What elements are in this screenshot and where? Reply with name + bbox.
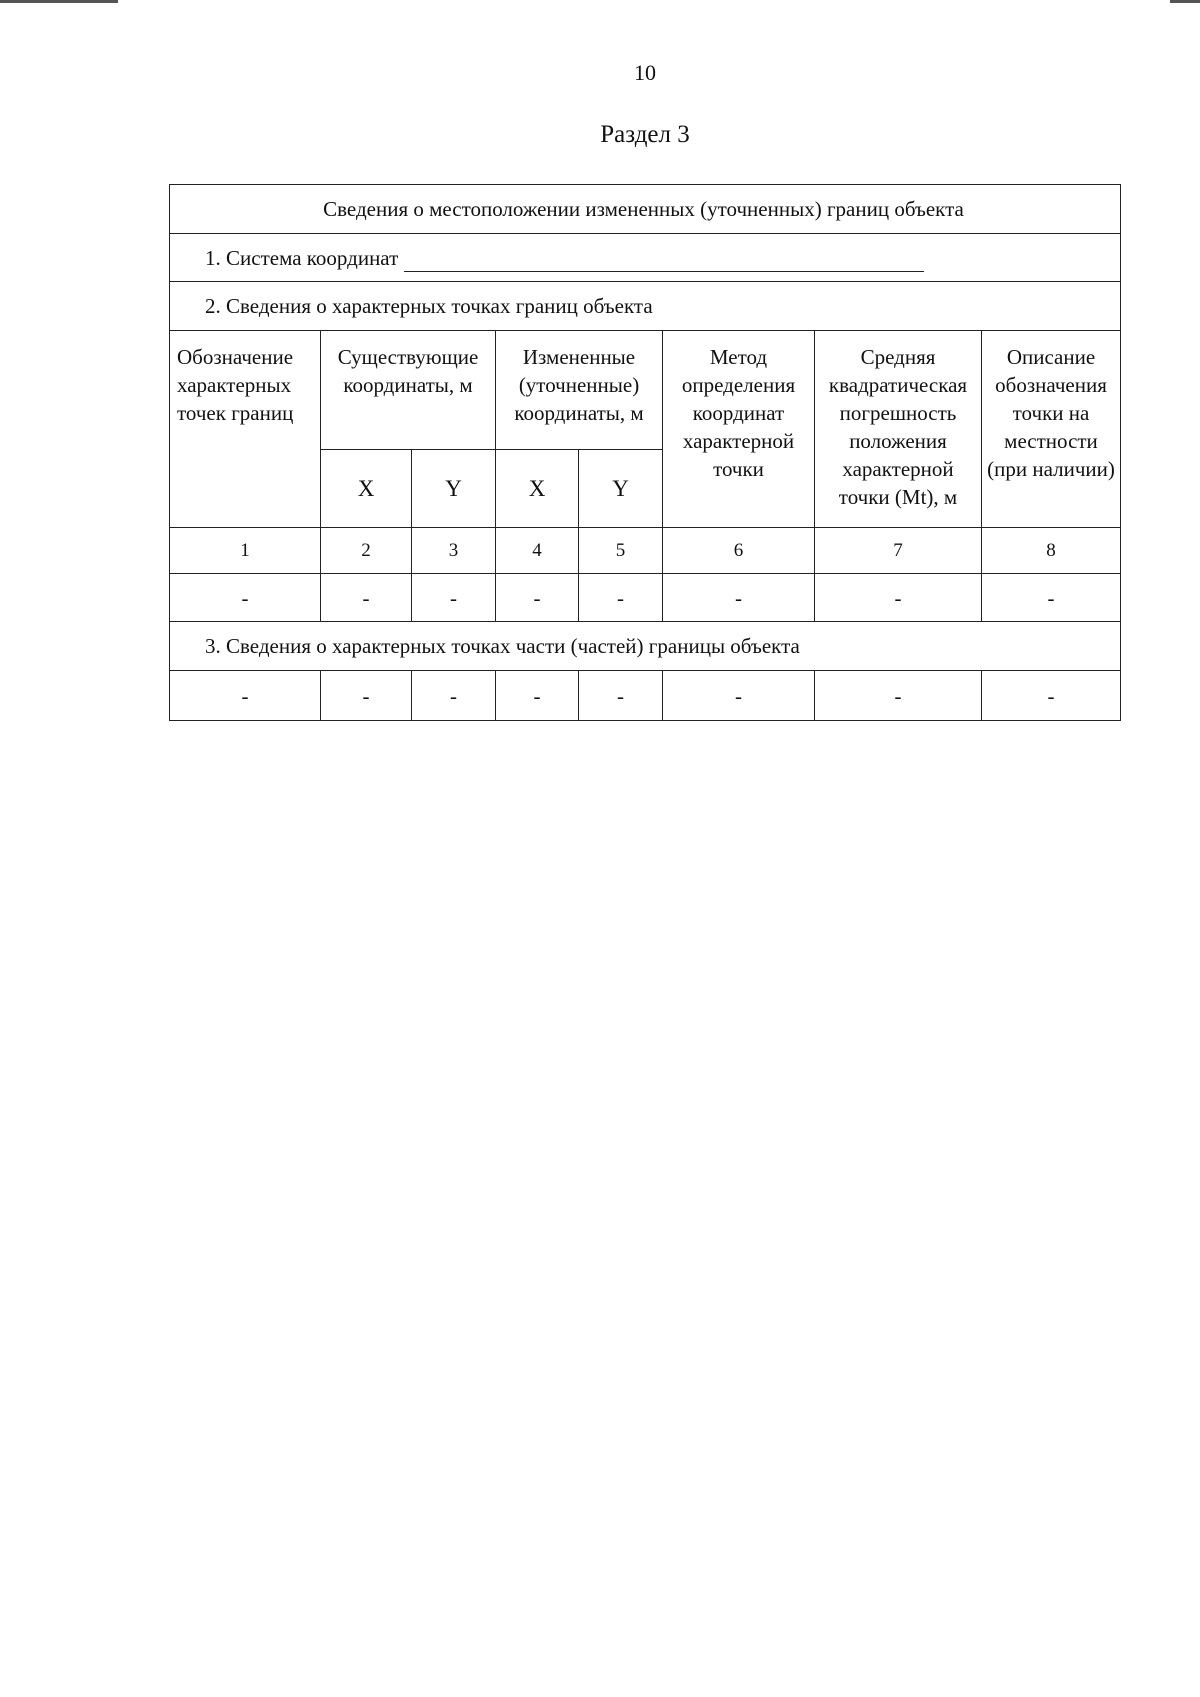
table-cell: - (982, 671, 1121, 721)
table-cell: - (496, 574, 579, 622)
characteristic-points-heading: 2. Сведения о характерных точках границ объекта (170, 282, 1121, 331)
column-number: 8 (982, 528, 1121, 574)
header-description: Описание обозначения точки на местности (при наличии) (982, 331, 1121, 528)
scan-edge-right (1170, 0, 1200, 3)
table-cell: - (170, 671, 321, 721)
coordinate-system-blank-line (404, 251, 924, 272)
page-number: 10 (634, 60, 656, 85)
column-number: 6 (663, 528, 815, 574)
header-existing-x: X (321, 450, 412, 528)
table-cell: - (496, 671, 579, 721)
header-designation: Обозначение характерных точек границ (170, 331, 321, 528)
part-points-heading: 3. Сведения о характерных точках части (частей) границы объекта (170, 622, 1121, 671)
header-method: Метод определения координат характерной точки (663, 331, 815, 528)
table-cell: - (579, 671, 663, 721)
table-cell: - (815, 574, 982, 622)
table-cell: - (412, 671, 496, 721)
table-cell: - (815, 671, 982, 721)
header-changed-coordinates: Измененные (уточненные) координаты, м (496, 331, 663, 450)
header-existing-y: Y (412, 450, 496, 528)
table-cell: - (982, 574, 1121, 622)
column-number: 3 (412, 528, 496, 574)
coordinate-system-row (170, 234, 1121, 282)
header-mean-square-error: Средняя квадратическая погрешность положения характерной точки (Mt), м (815, 331, 982, 528)
scan-edge-left (0, 0, 118, 3)
table-cell: - (321, 671, 412, 721)
column-number: 7 (815, 528, 982, 574)
table-row (170, 574, 1121, 622)
table-cell: - (412, 574, 496, 622)
section-title: Раздел 3 (600, 121, 690, 148)
column-number-row (170, 528, 1121, 574)
table-cell: - (663, 671, 815, 721)
header-existing-coordinates: Существующие координаты, м (321, 331, 496, 450)
header-changed-x: X (496, 450, 579, 528)
column-number: 4 (496, 528, 579, 574)
table-row (170, 671, 1121, 721)
table-cell: - (321, 574, 412, 622)
table-title: Сведения о местоположении измененных (уточненных) границ объекта (170, 185, 1121, 234)
header-changed-y: Y (579, 450, 663, 528)
table-cell: - (579, 574, 663, 622)
column-number: 2 (321, 528, 412, 574)
column-number: 1 (170, 528, 321, 574)
column-number: 5 (579, 528, 663, 574)
boundary-points-table (169, 184, 1121, 721)
table-cell: - (170, 574, 321, 622)
coordinate-system-label: 1. Система координат (205, 245, 399, 270)
table-cell: - (663, 574, 815, 622)
